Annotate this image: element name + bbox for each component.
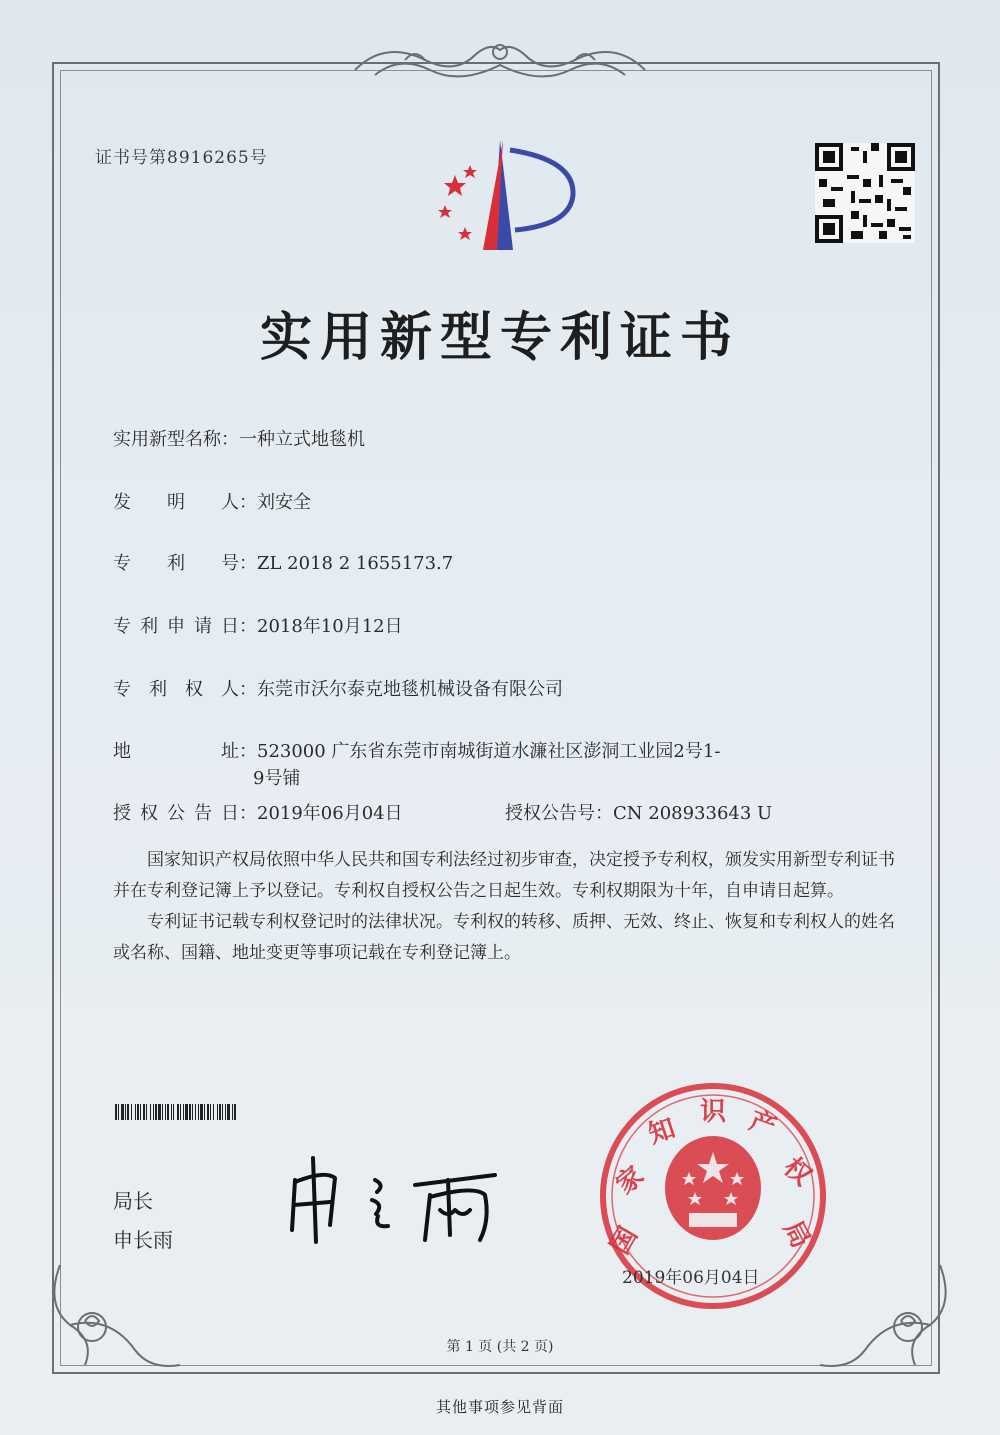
director-name: 申长雨 bbox=[113, 1228, 173, 1252]
certificate-number: 证书号第8916265号 bbox=[95, 148, 268, 168]
field-label: 专利权人 bbox=[113, 679, 239, 700]
cnipa-logo-icon bbox=[425, 135, 585, 260]
body-paragraph: 专利证书记载专利权登记时的法律状况。专利权的转移、质押、无效、终止、恢复和专利权人的姓名或名称、国籍、地址变更等事项记载在专利登记簿上。 bbox=[113, 912, 895, 963]
svg-text:国: 国 bbox=[605, 1222, 644, 1260]
field-value: 523000 广东省东莞市南城街道水濂社区澎洞工业园2号1- bbox=[257, 741, 721, 762]
field-value: CN 208933643 U bbox=[613, 803, 773, 824]
qr-code-icon bbox=[815, 143, 915, 243]
field-utility-name bbox=[113, 425, 365, 451]
field-value: 2018年10月12日 bbox=[257, 616, 403, 637]
field-patentee bbox=[113, 675, 563, 701]
field-label: 授权公告日 bbox=[113, 803, 239, 824]
footer-note: 其他事项参见背面 bbox=[435, 1398, 564, 1416]
svg-text:局: 局 bbox=[777, 1216, 816, 1254]
field-address-line2: 9号铺 bbox=[253, 768, 301, 789]
field-inventor bbox=[113, 488, 311, 514]
seal-date: 2019年06月04日 bbox=[622, 1268, 760, 1288]
field-colon: ： bbox=[239, 803, 257, 824]
svg-text:产: 产 bbox=[745, 1105, 780, 1144]
body-paragraph: 国家知识产权局依照中华人民共和国专利法经过初步审查，决定授予专利权，颁发实用新型专利证书并在专利登记簿上予以登记。专利权自授权公告之日起生效。专利权期限为十年，自申请日起算。 bbox=[113, 850, 895, 901]
page-indicator: 第 1 页 (共 2 页) bbox=[446, 1339, 554, 1355]
field-colon: ： bbox=[239, 679, 257, 700]
certificate-title: 实用新型专利证书 bbox=[259, 308, 740, 368]
field-value: ZL 2018 2 1655173.7 bbox=[257, 553, 454, 574]
field-label: 地址 bbox=[113, 741, 239, 762]
field-grant-number bbox=[505, 799, 772, 825]
svg-text:权: 权 bbox=[777, 1152, 817, 1192]
field-label: 发明人 bbox=[113, 492, 239, 513]
field-colon: ： bbox=[239, 741, 257, 762]
field-label: 专利申请日 bbox=[113, 616, 239, 637]
field-address bbox=[113, 737, 720, 763]
handwritten-signature-icon bbox=[280, 1150, 510, 1250]
field-value: 2019年06月04日 bbox=[257, 803, 403, 824]
field-value: 刘安全 bbox=[257, 492, 311, 513]
svg-text:知: 知 bbox=[644, 1113, 679, 1150]
field-label: 授权公告号 bbox=[505, 803, 595, 824]
field-colon: ： bbox=[221, 429, 239, 450]
field-application-date bbox=[113, 612, 403, 638]
certificate-body bbox=[113, 845, 903, 969]
barcode-icon bbox=[115, 1104, 377, 1120]
field-label: 专利号 bbox=[113, 553, 239, 574]
field-colon: ： bbox=[595, 803, 613, 824]
field-colon: ： bbox=[239, 616, 257, 637]
bottom-left-ornament-icon bbox=[40, 1255, 190, 1385]
field-patent-number bbox=[113, 549, 453, 575]
top-ornament-icon bbox=[345, 30, 655, 96]
field-colon: ： bbox=[239, 492, 257, 513]
bottom-right-ornament-icon bbox=[810, 1255, 960, 1385]
field-grant-date bbox=[113, 799, 403, 825]
svg-text:识: 识 bbox=[700, 1097, 727, 1127]
field-value: 东莞市沃尔泰克地毯机械设备有限公司 bbox=[257, 679, 563, 700]
barcode-bar bbox=[236, 1104, 237, 1120]
field-colon: ： bbox=[239, 553, 257, 574]
director-title: 局长 bbox=[113, 1189, 153, 1213]
field-label: 实用新型名称 bbox=[113, 429, 221, 450]
field-value: 一种立式地毯机 bbox=[239, 429, 365, 450]
svg-text:家: 家 bbox=[610, 1160, 650, 1201]
